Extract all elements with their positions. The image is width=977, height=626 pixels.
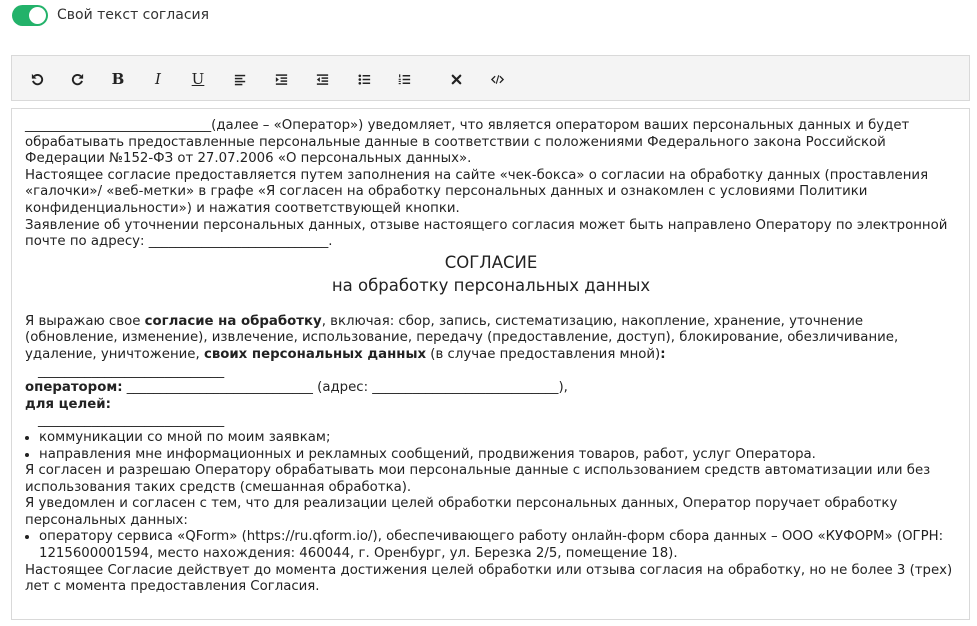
custom-consent-label: Свой текст согласия (57, 7, 210, 23)
source-code-button[interactable] (484, 66, 510, 92)
blank-line: ____________________________ (38, 413, 225, 429)
indent-button[interactable] (268, 66, 294, 92)
align-left-button[interactable] (227, 66, 253, 92)
close-icon (449, 72, 464, 87)
validity-paragraph: Настоящее Согласие действует до момента достижения целей обработки или отзыва согласия на обработку, но не более 3 (трех) лет с момента предоставления Согласия. (25, 562, 953, 595)
list-item: • направления мне информационных и рекламных сообщений, продвижения товаров, работ, услуг Оператора. (39, 447, 957, 464)
italic-icon: I (155, 70, 161, 88)
purposes-label: для целей: (25, 396, 111, 412)
processors-list (25, 529, 957, 562)
outdent-icon (315, 72, 330, 87)
underline-button[interactable] (185, 66, 211, 92)
italic-button[interactable] (145, 66, 171, 92)
undo-button[interactable] (24, 66, 50, 92)
bold-icon: B (111, 70, 125, 88)
processor-notice-paragraph: Я уведомлен и согласен с тем, что для реализации целей обработки персональных данных, Оператор поручает обработку персональных данных: (25, 496, 898, 528)
operator-notice-paragraph: ____________________________(далее – «Оператор») уведомляет, что является оператором ваших персональных данных и будет обрабатывать предоставленные персональные данные в соответствии с положениями Федерального закона Российской Федерации №152-ФЗ от 27.07.2006 «О персональных данных». (25, 118, 910, 167)
redo-button[interactable] (64, 66, 90, 92)
custom-consent-toggle-row (12, 4, 209, 26)
consent-heading: СОГЛАСИЕ (444, 252, 538, 272)
checkbox-consent-paragraph: Настоящее согласие предоставляется путем заполнения на сайте «чек-бокса» о согласии на обработку данных (проставления «галочки»/ «веб-метки» в графе «Я согласен на обработку персональных данных и ознакомлен с условиями Политики конфиденциальности») и нажатия соответствующей кнопки. (25, 167, 929, 216)
redo-icon (70, 72, 85, 87)
list-item: • оператору сервиса «QForm» (https://ru.qform.io/), обеспечивающего работу онлайн-форм сбора данных – ООО «КУФОРМ» (ОГРН: 1215600001594, место нахождения: 460044, г. Оренбург, ул. Березка 2/5, помещение 18). (39, 529, 957, 562)
consent-subheading: на обработку персональных данных (331, 275, 651, 295)
operator-line: оператором: ____________________________ (адрес: ____________________________), (25, 380, 568, 396)
editor-content[interactable] (11, 108, 970, 620)
outdent-button[interactable] (309, 66, 335, 92)
blank-line: ____________________________ (38, 363, 225, 379)
align-left-icon (233, 72, 248, 87)
list-item: • коммуникации со мной по моим заявкам; (39, 430, 957, 447)
clear-format-button[interactable] (443, 66, 469, 92)
underline-icon: U (191, 70, 205, 88)
automation-paragraph: Я согласен и разрешаю Оператору обрабатывать мои персональные данные с использованием средств автоматизации или без использования таких средств (смешанная обработка). (25, 463, 931, 495)
bold-button[interactable] (105, 66, 131, 92)
undo-icon (30, 72, 45, 87)
bullet-list-button[interactable] (351, 66, 377, 92)
editor-toolbar (11, 55, 970, 101)
withdrawal-paragraph: Заявление об уточнении персональных данных, отзыве настоящего согласия может быть направлено Оператору по электронной почте по адресу: ___________________________. (25, 217, 948, 250)
numbered-list-icon (397, 72, 412, 87)
indent-icon (274, 72, 289, 87)
toggle-knob (29, 7, 46, 24)
consent-scope-paragraph: Я выражаю свое согласие на обработку, включая: сбор, запись, систематизацию, накопление, хранение, уточнение (обновление, изменение), извлечение, использование, передачу (предоставление, доступ), блокирование, обезличивание, удаление, уничтожение, своих персональных данных (в случае предоставления мной): (25, 313, 899, 362)
custom-consent-toggle[interactable] (12, 5, 48, 26)
numbered-list-button[interactable] (391, 66, 417, 92)
bullet-list-icon (357, 72, 372, 87)
code-icon (490, 72, 505, 87)
purposes-list (25, 430, 957, 463)
